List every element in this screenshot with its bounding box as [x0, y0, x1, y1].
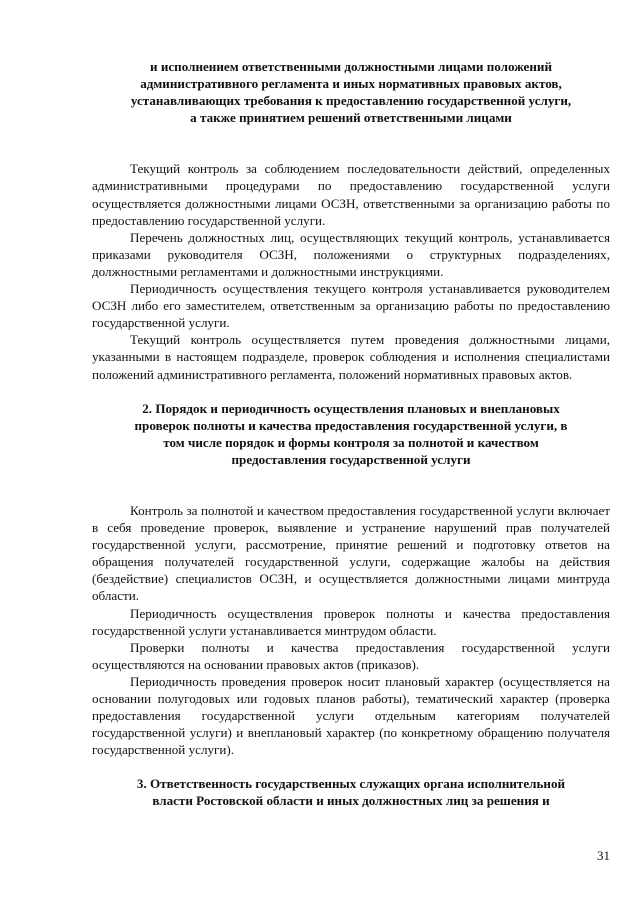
heading-line: 2. Порядок и периодичность осуществления плановых и внеплановых: [142, 400, 560, 416]
body-paragraph: Периодичность проведения проверок носит плановый характер (осуществляется на основании полугодовых или годовых планов работы), тематический характер (проверка предоставления государственной услуги отдельным категориям получателей государственной услуги) и внеплановый характер (по конкретному обращению получателя государственной услуги).: [92, 673, 610, 758]
heading-line: 3. Ответственность государственных служащих органа исполнительной: [136, 776, 566, 792]
heading-line: власти Ростовской области и иных должностных лиц за решения и: [152, 793, 550, 809]
body-paragraph: Проверки полноты и качества предоставления государственной услуги осуществляются на основании правовых актов (приказов).: [92, 639, 610, 672]
heading-line: предоставления государственной услуги: [231, 451, 471, 467]
section-heading-3: [92, 775, 610, 809]
section-heading-2: [92, 400, 610, 468]
body-paragraph: Периодичность осуществления текущего контроля устанавливается руководителем ОСЗН либо его заместителем, ответственным за организацию работы по предоставлению государственной услуги.: [92, 281, 610, 331]
heading-line: том числе порядок и формы контроля за полнотой и качеством: [163, 434, 539, 450]
body-paragraph: Текущий контроль осуществляется путем проведения должностными лицами, указанными в настоящем подразделе, проверок соблюдения и исполнения специалистами положений административного регламента, положений нормативных правовых актов.: [92, 332, 610, 382]
heading-line: устанавливающих требования к предоставлению государственной услуги,: [130, 93, 572, 109]
heading-line: проверок полноты и качества предоставления государственной услуги, в: [134, 417, 568, 433]
heading-line: а также принятием решений ответственными лицами: [190, 110, 512, 126]
page-content: [92, 58, 610, 810]
heading-line: административного регламента и иных нормативных правовых актов,: [140, 76, 562, 92]
page-number: 31: [597, 848, 610, 863]
body-paragraph: Перечень должностных лиц, осуществляющих текущий контроль, устанавливается приказами руководителя ОСЗН, положениями о структурных подразделениях, должностными регламентами и должностными инструкциями.: [92, 229, 610, 279]
body-paragraph: Контроль за полнотой и качеством предоставления государственной услуги включает в себя проведение проверок, выявление и устранение нарушений прав получателей государственной услуги, рассмотрение, принятие решений и подготовку ответов на обращения получателей государственной услуги, содержащие жалобы на действия (бездействие) специалистов ОСЗН, и осуществляется должностными лицами минтруда области.: [92, 502, 610, 604]
body-paragraph: Текущий контроль за соблюдением последовательности действий, определенных административными процедурами по предоставлению государственной услуги осуществляется должностными лицами ОСЗН, ответственными за организацию работы по предоставлению государственной услуги.: [92, 161, 610, 228]
body-paragraph: Периодичность осуществления проверок полноты и качества предоставления государственной услуги устанавливается минтрудом области.: [92, 605, 610, 638]
heading-line: и исполнением ответственными должностными лицами положений: [150, 59, 552, 74]
section-heading-continued: [92, 58, 610, 126]
